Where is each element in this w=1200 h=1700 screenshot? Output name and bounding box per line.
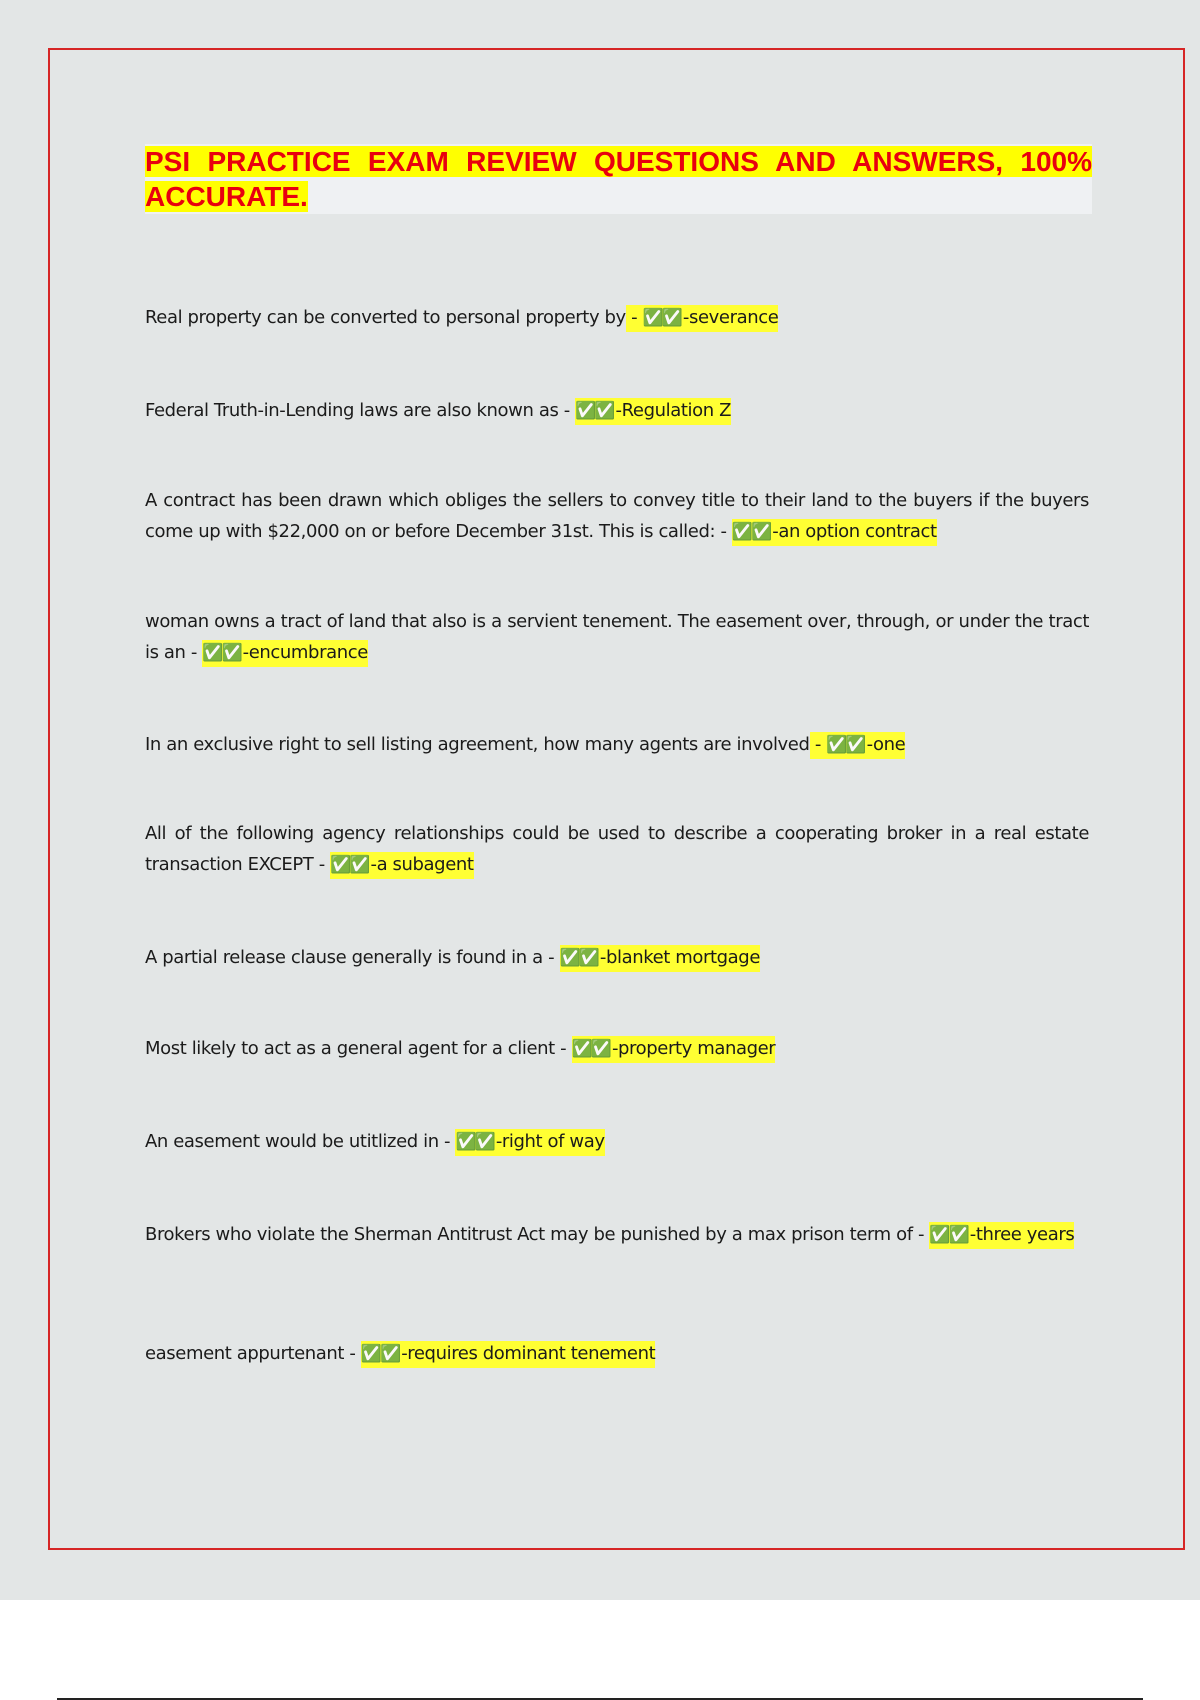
answer-highlight — [330, 852, 473, 879]
question-text: All of the following agency relationships could be used to describe a cooperating broker in a real estate transaction EXCEPT — [145, 823, 1089, 875]
qa-item — [145, 302, 1089, 334]
question-text: In an exclusive right to sell listing agreement, how many agents are involved — [145, 734, 810, 755]
answer-text: -three years — [969, 1224, 1075, 1245]
question-text: A partial release clause generally is found in a — [145, 947, 543, 968]
separator: - — [625, 307, 643, 328]
question-text: woman owns a tract of land that also is a servient tenement. The easement over, through, or under the tract is an — [145, 611, 1089, 663]
answer-highlight — [575, 398, 731, 425]
separator: - — [554, 1038, 572, 1059]
qa-item — [145, 1338, 1089, 1370]
answer-highlight — [929, 1222, 1074, 1249]
double-check-icon: ✅✅ — [455, 1132, 494, 1152]
qa-item — [145, 1033, 1089, 1065]
question-text: A contract has been drawn which obliges the sellers to convey title to their land to the buyers if the buyers come up with $22,000 on or before December 31st. This is called: — [145, 490, 1089, 542]
double-check-icon: ✅✅ — [929, 1225, 968, 1245]
separator: - — [809, 734, 827, 755]
answer-text: -a subagent — [370, 854, 474, 875]
answer-text: -one — [866, 734, 906, 755]
separator: - — [912, 1224, 930, 1245]
answer-highlight — [560, 945, 761, 972]
answer-highlight — [202, 640, 368, 667]
separator: - — [438, 1131, 456, 1152]
separator: - — [313, 854, 331, 875]
double-check-icon: ✅✅ — [826, 735, 865, 755]
answer-highlight — [626, 305, 779, 332]
qa-item — [145, 1219, 1089, 1251]
double-check-icon: ✅✅ — [330, 855, 369, 875]
answer-text: -severance — [682, 307, 779, 328]
answer-highlight — [572, 1036, 776, 1063]
separator: - — [715, 521, 732, 542]
double-check-icon: ✅✅ — [202, 643, 241, 663]
qa-item — [145, 1126, 1089, 1158]
answer-text: -an option contract — [772, 521, 937, 542]
answer-highlight — [455, 1129, 604, 1156]
separator: - — [185, 642, 203, 663]
qa-item — [145, 395, 1089, 427]
answer-text: -property manager — [611, 1038, 776, 1059]
page-border — [48, 48, 1185, 1550]
question-text: Most likely to act as a general agent for a client — [145, 1038, 555, 1059]
answer-text: -blanket mortgage — [599, 947, 761, 968]
answer-highlight — [810, 732, 906, 759]
answer-text: -Regulation Z — [615, 400, 731, 421]
qa-item — [145, 942, 1089, 974]
double-check-icon: ✅✅ — [360, 1344, 400, 1364]
question-text: easement appurtenant — [145, 1343, 345, 1364]
question-text: An easement would be utitlized in — [145, 1131, 439, 1152]
question-text: Brokers who violate the Sherman Antitrust Act may be punished by a max prison term of — [145, 1224, 913, 1245]
qa-item — [145, 729, 1089, 761]
qa-item — [145, 606, 1089, 669]
separator: - — [542, 947, 560, 968]
double-check-icon: ✅✅ — [575, 401, 614, 421]
document-title-text: PSI PRACTICE EXAM REVIEW QUESTIONS AND ANSWERS, 100% ACCURATE. — [145, 146, 1092, 212]
double-check-icon: ✅✅ — [571, 1039, 610, 1059]
answer-text: -requires dominant tenement — [401, 1343, 656, 1364]
double-check-icon: ✅✅ — [731, 522, 771, 542]
qa-item — [145, 818, 1089, 881]
answer-highlight — [732, 519, 937, 546]
answer-text: -encumbrance — [242, 642, 368, 663]
qa-item — [145, 485, 1089, 548]
answer-text: -right of way — [495, 1131, 605, 1152]
answer-highlight — [361, 1341, 655, 1368]
question-text: Real property can be converted to personal property by — [145, 307, 626, 328]
document-title — [145, 144, 1092, 214]
separator: - — [344, 1343, 361, 1364]
double-check-icon: ✅✅ — [642, 308, 681, 328]
question-text: Federal Truth-in-Lending laws are also known as — [145, 400, 559, 421]
separator: - — [558, 400, 576, 421]
double-check-icon: ✅✅ — [559, 948, 598, 968]
